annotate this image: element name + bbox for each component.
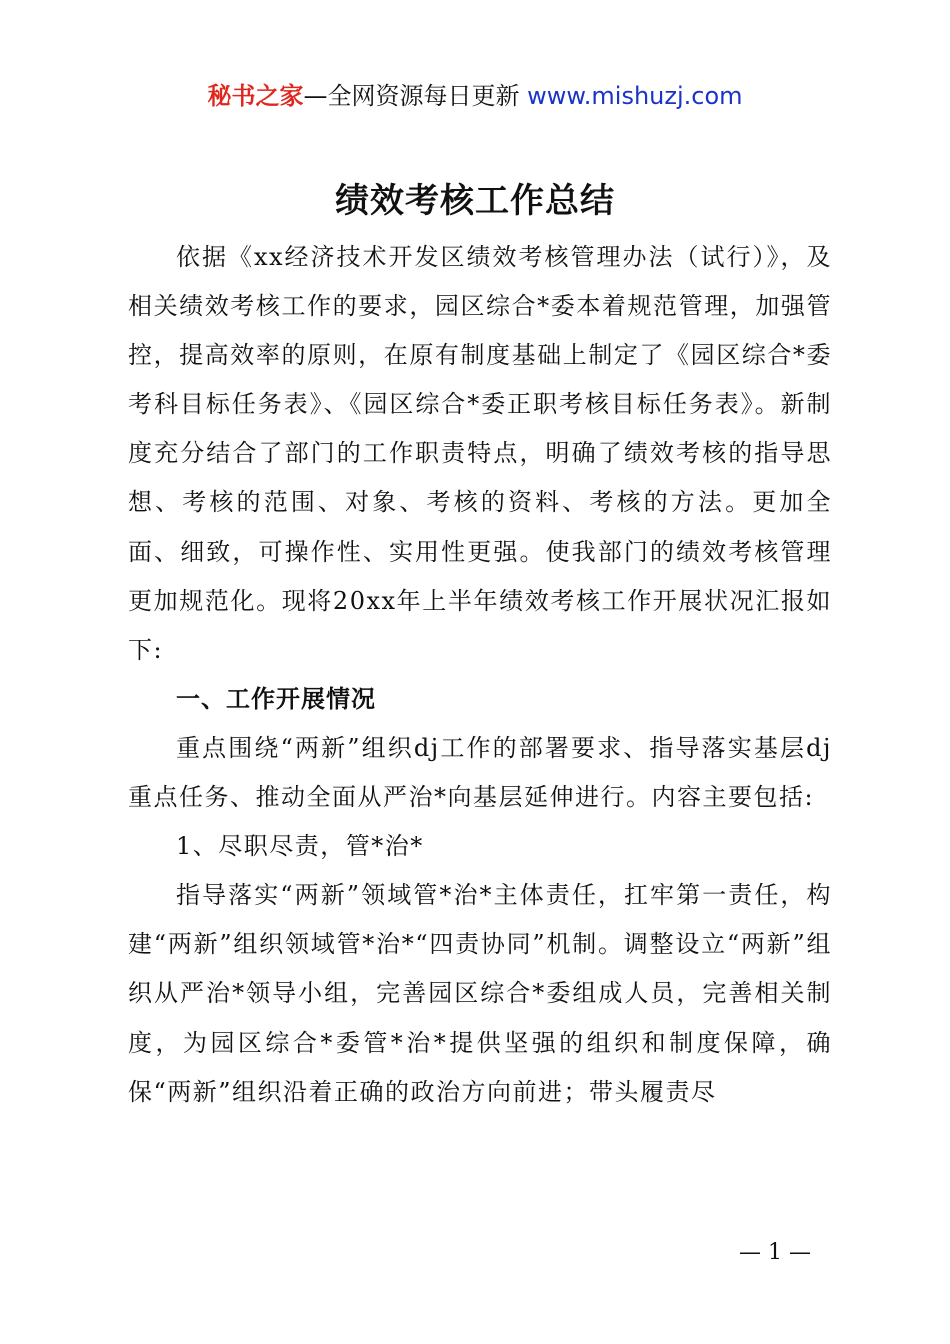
- section-paragraph: 重点围绕“两新”组织dj工作的部署要求、指导落实基层dj重点任务、推动全面从严治*向基层延伸进行。内容主要包括:: [128, 733, 832, 812]
- site-header: [0, 80, 950, 112]
- header-dash: —: [303, 82, 328, 110]
- section-heading: 一、工作开展情况: [176, 684, 376, 713]
- header-slogan: 全网资源每日更新: [327, 82, 528, 110]
- document-title: 绩效考核工作总结: [335, 181, 615, 221]
- document-body: [128, 233, 832, 1117]
- page-number: — 1 —: [739, 1240, 811, 1265]
- site-url-link[interactable]: www.mishuzj.com: [527, 82, 743, 110]
- brand-name: 秘书之家: [207, 82, 304, 110]
- subsection-paragraph: 指导落实“两新”领域管*治*主体责任，扛牢第一责任，构建“两新”组织领域管*治*“四责协同”机制。调整设立“两新”组织从严治*领导小组，完善园区综合*委组成人员，完善相关制度，为园区综合*委管*治*提供坚强的组织和制度保障，确保“两新”组织沿着正确的政治方向前进；带头履责尽: [128, 881, 832, 1106]
- intro-paragraph: 依据《xx经济技术开发区绩效考核管理办法（试行）》，及相关绩效考核工作的要求，园区综合*委本着规范管理，加强管控，提高效率的原则，在原有制度基础上制定了《园区综合*委考科目标任务表》、《园区综合*委正职考核目标任务表》。新制度充分结合了部门的工作职责特点，明确了绩效考核的指导思想、考核的范围、对象、考核的资料、考核的方法。更加全面、细致，可操作性、实用性更强。使我部门的绩效考核管理更加规范化。现将20xx年上半年绩效考核工作开展状况汇报如下:: [128, 243, 832, 664]
- subsection-heading: 1、尽职尽责，管*治*: [176, 832, 424, 861]
